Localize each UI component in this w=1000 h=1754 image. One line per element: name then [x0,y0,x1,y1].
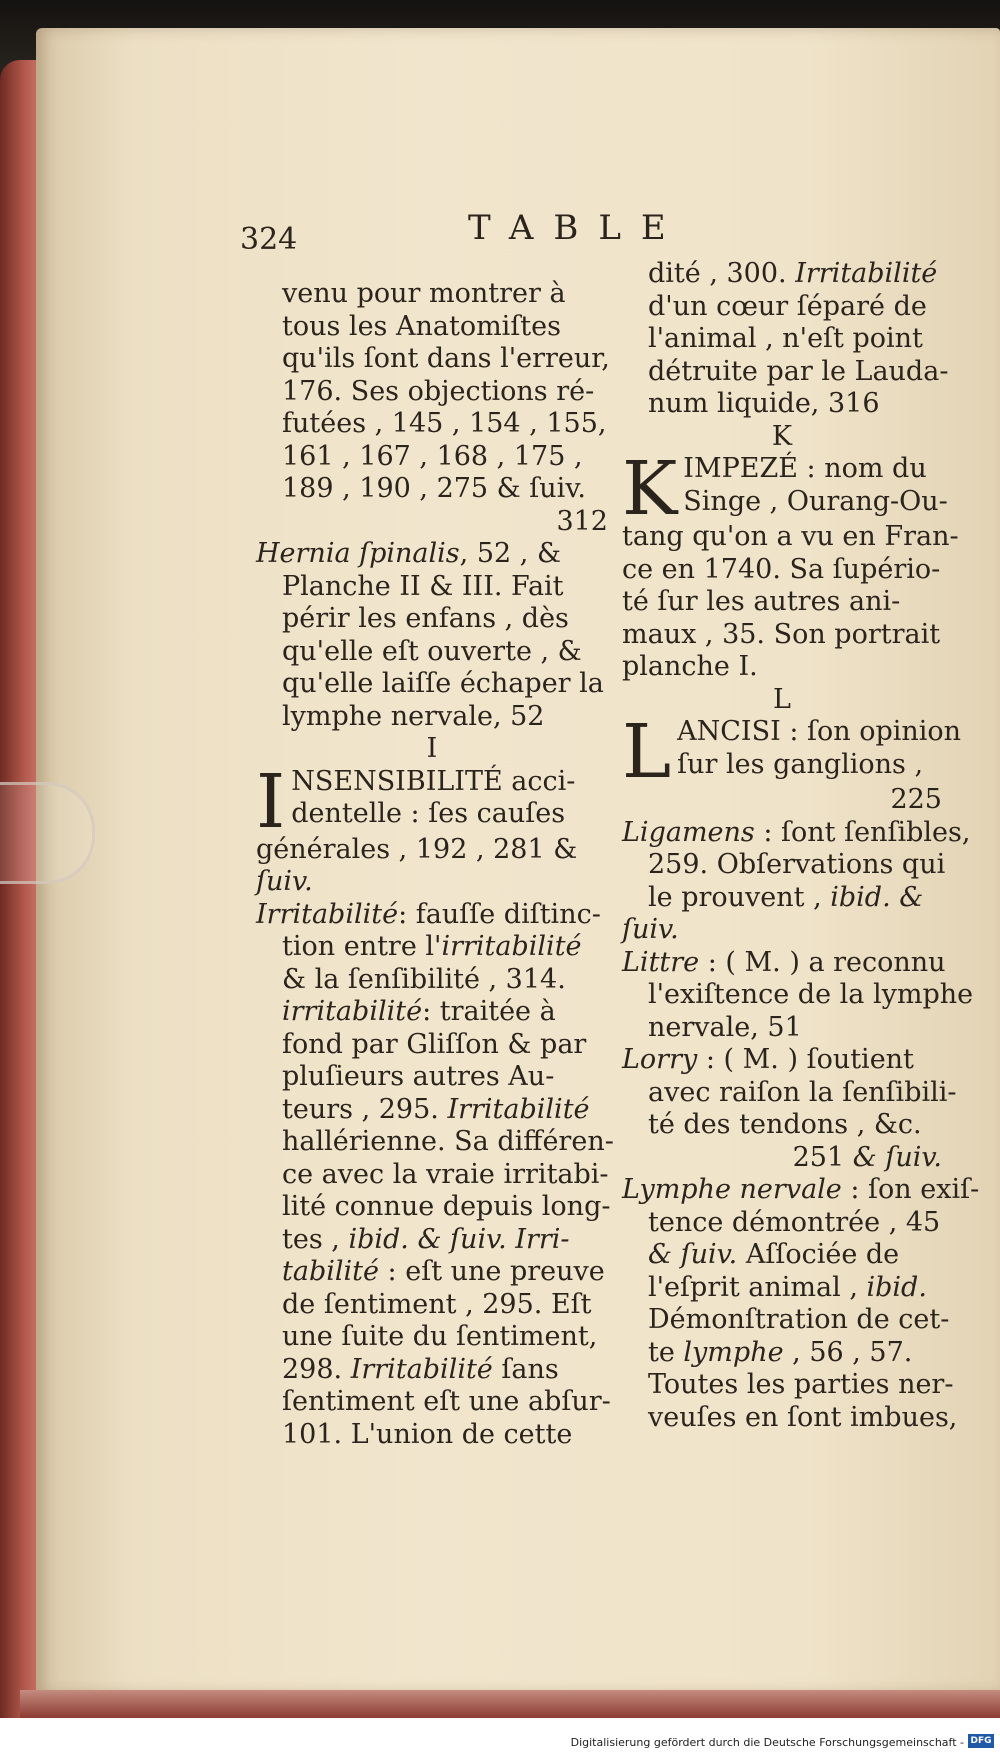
dfg-logo: DFG [968,1734,994,1748]
text-line: Planche II & III. Fait [282,570,564,602]
text-line: 189 , 190 , 275 & ſuiv. [282,473,586,504]
index-entry-lorry: Lorry : ( M. ) ſoutient avec raiſon la ſenſibili- té des tendons , &c. 251 & ſuiv. [622,1044,957,1173]
text-line: dentelle : ſes cauſes [291,798,566,829]
text-line: l'animal , n'eſt point [648,323,923,354]
text-line: qu'elle eſt ouverte , & [282,635,582,667]
entry-term: Hernia ſpinalis [256,538,460,569]
index-entry-insensibilite [256,758,608,899]
text-line: futées , 145 , 154 , 155, [282,408,607,439]
text-line: qu'ils ſont dans l'erreur, [282,343,610,374]
book-bottom-edge [20,1690,1000,1718]
section-letter-l: L [773,683,791,715]
text-line: d'un cœur ſéparé de [648,290,927,322]
entry-term: Littre [622,946,700,978]
drop-cap: I [256,758,286,845]
text-line: NSENSIBILITÉ acci- [291,765,576,797]
entry-term: Lymphe nervale [622,1174,842,1205]
left-column [256,278,614,1451]
entry-term: Ligamens [622,816,755,848]
text-line: ſuiv. [256,866,313,897]
text-line: 161 , 167 , 168 , 175 , [282,440,583,472]
drop-cap: K [622,446,678,532]
text-line: qu'elle laiſſe échaper la [282,668,604,699]
text-line: générales , 192 , 281 & [256,833,578,865]
footer-credit: Digitalisierung gefördert durch die Deutsche Forschungsgemeinschaft - [570,1736,964,1749]
index-entry-lymphe-nervale: Lymphe nervale : ſon exiſ- tence démontrée , 45 & ſuiv. Aſſociée de l'eſprit animal , ibid. Démonſtration de cet- te lymphe , 56 , 57. Toutes les parties ner- veuſes en ſont imbues, [622,1174,980,1433]
text-line: 176. Ses objections ré- [282,375,595,407]
index-entry-kimpeze: K IMPEZÉ : nom du Singe , Ourang-Ou- tang qu'on a vu en Fran- ce en 1740. Sa ſupério- té ſur les autres ani- maux , 35. Son portrait planche I. [622,446,959,682]
page-number: 324 [240,222,298,257]
index-entry-ligamens: Ligamens : ſont ſenſibles, 259. Obſervations qui le prouvent , ibid. & ſuiv. [622,816,971,945]
text-line: tous les Anatomiſtes [282,310,561,342]
text-line: périr les enfans , dès [282,603,569,634]
running-head: TABLE [468,208,686,248]
text-line: num liquide, 316 [648,388,880,419]
entry-term: Irritabilité [256,898,399,930]
right-column: dité , 300. Irritabilité d'un cœur ſéparé de l'animal , n'eſt point détruite par le Lauda- num liquide, 316 K K IMPEZÉ : nom du Singe , Ourang-Ou- tang qu'on a vu en Fran- ce en 1740. Sa ſupério- té ſur les autres ani- maux , 35. Son portrait planche I. L L ANCISI : ſon opinion ſur les ganglions , 225 Ligamens : ſont ſenſibles, 259. Obſervations qui le prouvent , ibid. & ſuiv. Littre : ( M. ) a reconnu l'exiſtence de la lymphe nervale, 51 Lorry : ( M. ) ſoutient avec raiſon la ſenſibili- té des tendons , &c. 251 & ſuiv. Lymphe nervale : ſon exiſ- tence démontrée , 45 & ſuiv. Aſſociée de l'eſprit animal , ibid. Démonſtration de cet- te lymphe , 56 , 57. Toutes les parties ner- veuſes en ſont imbues, [622,258,980,1433]
section-letter-i: I [426,733,438,764]
index-entry-irritabilite: Irritabilité: fauſſe diſtinc- tion entre l'irritabilité & la ſenſibilité , 314. irritabilité: traitée à fond par Gliſſon & par pluſieurs autres Au- teurs , 295. Irritabilité hallérienne. Sa différen- ce avec la vraie irritabi- lité connue depuis long- tes , ibid. & ſuiv. Irri- tabilité : eſt une preuve de ſentiment , 295. Eſt une ſuite du ſentiment, 298. Irritabilité ſans ſentiment eſt une abſur- 101. L'union de cette [256,898,614,1450]
index-entry-hernia: Hernia ſpinalis, 52 , & [256,538,561,569]
drop-cap: L [622,709,672,795]
page-clip [0,782,95,884]
index-entry-lancisi: L ANCISI : ſon opinion ſur les ganglions , 225 [622,709,962,815]
text-line: 312 [556,505,608,537]
section-letter-k: K [771,420,793,452]
text-line: lymphe nervale, 52 [282,700,545,732]
index-entry-littre: Littre : ( M. ) a reconnu l'exiſtence de la lymphe nervale, 51 [622,946,974,1043]
text-line: détruite par le Lauda- [648,355,949,387]
entry-term: Lorry [622,1044,698,1075]
text-line: venu pour montrer à [282,278,566,309]
